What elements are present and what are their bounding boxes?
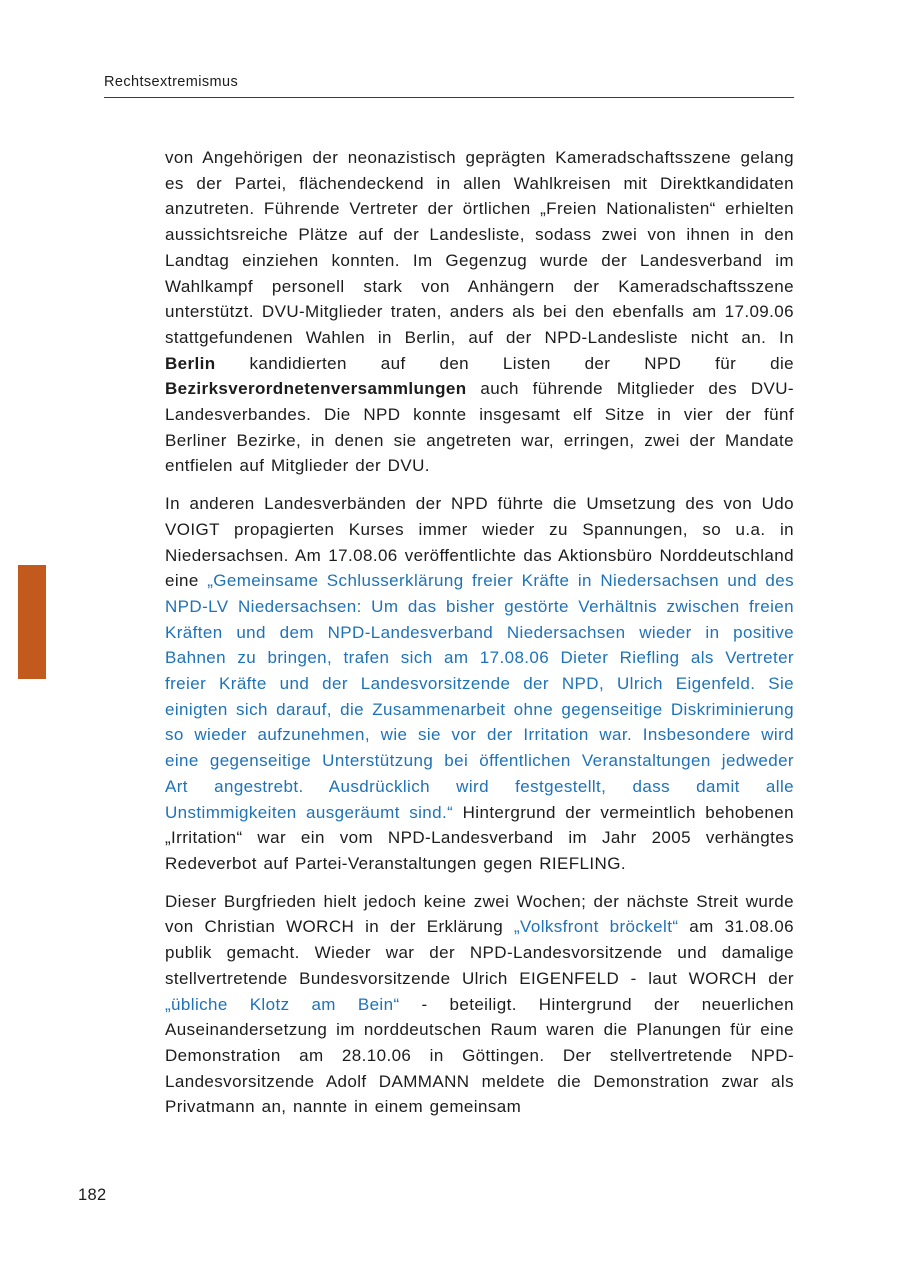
running-header <box>104 74 794 98</box>
running-header-text: Rechtsextremismus <box>104 74 239 90</box>
quotation-text: „Gemeinsame Schlusserklärung freier Kräfte in Niedersachsen und des NPD-LV Niedersachsen: Um das bisher gestörte Verhältnis zwischen freien Kräften und dem NPD-Landesverband Niedersachsen wieder in positive Bahnen zu bringen, trafen sich am 17.08.06 Dieter Riefling als Vertreter freier Kräfte und der Landesvorsitzende der NPD, Ulrich Eigenfeld. Sie einigten sich darauf, die Zusammenarbeit ohne gegenseitige Diskriminierung so wieder aufzunehmen, wie sie vor der Irritation war. Insbesondere wird eine gegenseitige Unterstützung bei öffentlichen Veranstaltungen jedweder Art angestrebt. Ausdrücklich wird festgestellt, dass damit alle Unstimmigkeiten ausgeräumt sind.“ <box>165 571 794 822</box>
text-run: kandidierten auf den Listen der NPD für die <box>215 353 794 373</box>
page-number: 182 <box>78 1186 107 1204</box>
quotation-text: „Volksfront bröckelt“ <box>513 917 679 937</box>
paragraph-1 <box>165 145 794 479</box>
body-text <box>165 145 794 1132</box>
text-run: - beteiligt. Hintergrund der neuerlichen Auseinandersetzung im norddeutschen Raum waren die Planungen für eine Demonstration am 28.10.06 in Göttingen. Der stellvertretende NPD-Landesvorsitzende Adolf DAMMANN meldete die Demonstration zwar als Privatmann an, nannte in einem gemeinsam <box>165 994 794 1117</box>
text-run: In anderen Landesverbänden der NPD führte die Umsetzung des von Udo VOIGT propagierten Kurses immer wieder zu Spannungen, so u.a. in Niedersachsen. Am 17.08.06 veröffentlichte das Aktionsbüro Norddeutschland eine <box>165 494 794 591</box>
margin-marker <box>18 565 46 679</box>
paragraph-3 <box>165 889 794 1120</box>
text-run: Dieser Burgfrieden hielt jedoch keine zwei Wochen; der nächste Streit wurde von Christian WORCH in der Erklärung <box>165 891 794 937</box>
emphasis-text: Bezirksverordnetenversammlungen <box>165 379 467 399</box>
text-run: auch führende Mitglieder des DVU-Landesverbandes. Die NPD konnte insgesamt elf Sitze in vier der fünf Berliner Bezirke, in denen sie angetreten war, erringen, zwei der Mandate entfielen auf Mitglieder der DVU. <box>165 379 794 476</box>
text-run: Hintergrund der vermeintlich behobenen „Irritation“ war ein vom NPD-Landesverband im Jahr 2005 verhängtes Redeverbot auf Partei-Veranstaltungen gegen RIEFLING. <box>165 802 794 873</box>
paragraph-2 <box>165 491 794 877</box>
emphasis-text: Berlin <box>165 353 216 373</box>
quotation-text: „übliche Klotz am Bein“ <box>165 994 400 1014</box>
text-run: von Angehörigen der neonazistisch geprägten Kameradschaftsszene gelang es der Partei, flächendeckend in allen Wahlkreisen mit Direktkandidaten anzutreten. Führende Vertreter der örtlichen „Freien Nationalisten“ erhielten aussichtsreiche Plätze auf der Landesliste, sodass zwei von ihnen in den Landtag einziehen konnten. Im Gegenzug wurde der Landesverband im Wahlkampf personell stark von Anhängern der Kameradschaftsszene unterstützt. DVU-Mitglieder traten, anders als bei den ebenfalls am 17.09.06 stattgefundenen Wahlen in Berlin, auf der NPD-Landesliste nicht an. In <box>165 148 794 347</box>
text-run: am 31.08.06 publik gemacht. Wieder war der NPD-Landesvorsitzende und damalige stellvertretende Bundesvorsitzende Ulrich EIGENFELD - laut WORCH der <box>165 917 794 988</box>
